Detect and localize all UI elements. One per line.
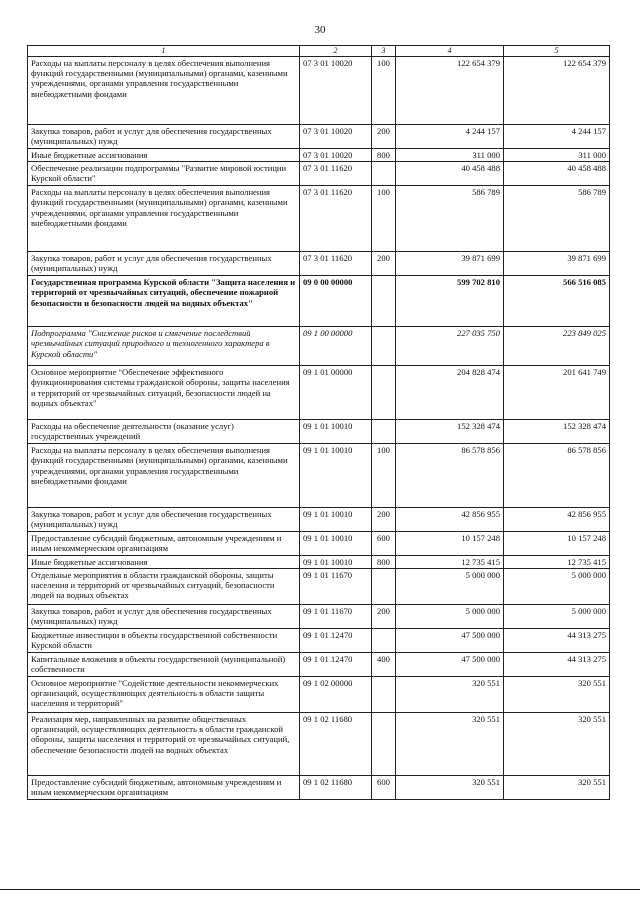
row-amount-1: 5 000 000 bbox=[396, 568, 504, 604]
row-code: 09 1 01 10010 bbox=[300, 555, 372, 568]
row-amount-2: 44 313 275 bbox=[504, 652, 610, 676]
row-expense-type: 200 bbox=[372, 124, 396, 148]
table-row bbox=[28, 56, 610, 124]
row-amount-2: 586 789 bbox=[504, 185, 610, 251]
row-code: 09 1 01 10010 bbox=[300, 443, 372, 507]
row-amount-2: 5 000 000 bbox=[504, 604, 610, 628]
row-amount-1: 227 035 750 bbox=[396, 326, 504, 365]
row-name: Расходы на выплаты персоналу в целях обеспечения выполнения функций государственными (муниципальными) органами, казенными учреждениями, органами управления государственными внебюджетными фондами bbox=[28, 56, 300, 124]
row-name: Отдельные мероприятия в области гражданской обороны, защиты населения и территорий от чрезвычайных ситуаций, безопасности людей на водных объектах bbox=[28, 568, 300, 604]
row-name: Предоставление субсидий бюджетным, автономным учреждениям и иным некоммерческим организациям bbox=[28, 531, 300, 555]
row-amount-2: 44 313 275 bbox=[504, 628, 610, 652]
table-row bbox=[28, 185, 610, 251]
table-row bbox=[28, 652, 610, 676]
row-code: 07 3 01 11620 bbox=[300, 161, 372, 185]
row-amount-1: 152 328 474 bbox=[396, 419, 504, 443]
row-amount-2: 122 654 379 bbox=[504, 56, 610, 124]
table-row bbox=[28, 676, 610, 712]
table-row bbox=[28, 419, 610, 443]
table-row bbox=[28, 148, 610, 161]
row-amount-1: 86 578 856 bbox=[396, 443, 504, 507]
row-expense-type: 200 bbox=[372, 604, 396, 628]
row-amount-1: 122 654 379 bbox=[396, 56, 504, 124]
row-name: Расходы на обеспечение деятельности (оказание услуг) государственных учреждений bbox=[28, 419, 300, 443]
table-row bbox=[28, 507, 610, 531]
row-amount-1: 204 828 474 bbox=[396, 365, 504, 419]
table-row bbox=[28, 326, 610, 365]
row-name: Закупка товаров, работ и услуг для обеспечения государственных (муниципальных) нужд bbox=[28, 507, 300, 531]
row-amount-2: 86 578 856 bbox=[504, 443, 610, 507]
row-amount-2: 320 551 bbox=[504, 775, 610, 799]
row-code: 09 1 01 10010 bbox=[300, 507, 372, 531]
row-amount-1: 10 157 248 bbox=[396, 531, 504, 555]
row-amount-1: 320 551 bbox=[396, 676, 504, 712]
row-name: Реализация мер, направленных на развитие общественных организаций, осуществляющих деятельность в области гражданской обороны, защиты населения и территорий от чрезвычайных ситуаций, обеспечение безопасности людей на водных объектах bbox=[28, 712, 300, 775]
row-expense-type: 200 bbox=[372, 251, 396, 275]
row-amount-1: 47 500 000 bbox=[396, 652, 504, 676]
row-name: Расходы на выплаты персоналу в целях обеспечения выполнения функций государственными (муниципальными) органами, казенными учреждениями, органами управления государственными внебюджетными фондами bbox=[28, 443, 300, 507]
column-header-1: 1 bbox=[28, 46, 300, 57]
row-code: 09 0 00 00000 bbox=[300, 275, 372, 326]
row-expense-type: 100 bbox=[372, 443, 396, 507]
row-amount-1: 42 856 955 bbox=[396, 507, 504, 531]
row-code: 09 1 01 10010 bbox=[300, 419, 372, 443]
table-row bbox=[28, 531, 610, 555]
footer-divider bbox=[0, 889, 640, 890]
table-row bbox=[28, 555, 610, 568]
row-amount-2: 320 551 bbox=[504, 676, 610, 712]
row-amount-2: 152 328 474 bbox=[504, 419, 610, 443]
row-amount-1: 586 789 bbox=[396, 185, 504, 251]
table-row bbox=[28, 443, 610, 507]
row-amount-2: 5 000 000 bbox=[504, 568, 610, 604]
row-amount-2: 320 551 bbox=[504, 712, 610, 775]
table-row bbox=[28, 275, 610, 326]
row-name: Капитальные вложения в объекты государственной (муниципальной) собственности bbox=[28, 652, 300, 676]
row-expense-type bbox=[372, 365, 396, 419]
row-amount-2: 39 871 699 bbox=[504, 251, 610, 275]
row-code: 09 1 01 11670 bbox=[300, 568, 372, 604]
table-row bbox=[28, 604, 610, 628]
row-code: 07 3 01 10020 bbox=[300, 148, 372, 161]
row-code: 09 1 02 00000 bbox=[300, 676, 372, 712]
row-amount-1: 4 244 157 bbox=[396, 124, 504, 148]
row-amount-1: 599 702 810 bbox=[396, 275, 504, 326]
row-name: Бюджетные инвестиции в объекты государственной собственности Курской области bbox=[28, 628, 300, 652]
page-number: 30 bbox=[314, 24, 326, 36]
column-header-2: 2 bbox=[300, 46, 372, 57]
row-name: Основное мероприятие "Содействие деятельности некоммерческих организаций, осуществляющих деятельность в области защиты населения и территорий" bbox=[28, 676, 300, 712]
row-amount-2: 40 458 488 bbox=[504, 161, 610, 185]
row-name: Закупка товаров, работ и услуг для обеспечения государственных (муниципальных) нужд bbox=[28, 604, 300, 628]
row-name: Государственная программа Курской области "Защита населения и территорий от чрезвычайных ситуаций, обеспечение пожарной безопасности и безопасности людей на водных объектах" bbox=[28, 275, 300, 326]
row-code: 09 1 02 11680 bbox=[300, 775, 372, 799]
row-expense-type: 600 bbox=[372, 531, 396, 555]
row-name: Основное мероприятие "Обеспечение эффективного функционирования системы гражданской обороны, защиты населения и территорий от чрезвычайных ситуаций, безопасности людей на водных объектах" bbox=[28, 365, 300, 419]
row-code: 07 3 01 10020 bbox=[300, 56, 372, 124]
row-expense-type: 200 bbox=[372, 507, 396, 531]
row-code: 09 1 01 12470 bbox=[300, 628, 372, 652]
column-header-4: 4 bbox=[396, 46, 504, 57]
row-expense-type: 800 bbox=[372, 555, 396, 568]
row-name: Иные бюджетные ассигнования bbox=[28, 555, 300, 568]
row-name: Подпрограмма "Снижение рисков и смягчение последствий чрезвычайных ситуаций природного и техногенного характера в Курской области" bbox=[28, 326, 300, 365]
row-expense-type bbox=[372, 628, 396, 652]
row-amount-1: 320 551 bbox=[396, 775, 504, 799]
row-amount-2: 4 244 157 bbox=[504, 124, 610, 148]
column-header-5: 5 bbox=[504, 46, 610, 57]
row-expense-type bbox=[372, 676, 396, 712]
row-amount-2: 42 856 955 bbox=[504, 507, 610, 531]
row-amount-1: 40 458 488 bbox=[396, 161, 504, 185]
table-row bbox=[28, 124, 610, 148]
row-amount-2: 10 157 248 bbox=[504, 531, 610, 555]
table-row bbox=[28, 251, 610, 275]
row-expense-type: 100 bbox=[372, 185, 396, 251]
row-expense-type: 100 bbox=[372, 56, 396, 124]
row-amount-2: 311 000 bbox=[504, 148, 610, 161]
row-expense-type bbox=[372, 161, 396, 185]
row-code: 09 1 02 11680 bbox=[300, 712, 372, 775]
row-code: 09 1 01 10010 bbox=[300, 531, 372, 555]
row-amount-1: 39 871 699 bbox=[396, 251, 504, 275]
row-code: 07 3 01 11620 bbox=[300, 185, 372, 251]
row-expense-type: 800 bbox=[372, 148, 396, 161]
row-code: 07 3 01 10020 bbox=[300, 124, 372, 148]
row-expense-type bbox=[372, 326, 396, 365]
table-row bbox=[28, 775, 610, 799]
row-amount-1: 311 000 bbox=[396, 148, 504, 161]
row-name: Иные бюджетные ассигнования bbox=[28, 148, 300, 161]
row-amount-1: 12 735 415 bbox=[396, 555, 504, 568]
row-amount-1: 5 000 000 bbox=[396, 604, 504, 628]
row-code: 09 1 00 00000 bbox=[300, 326, 372, 365]
row-code: 07 3 01 11620 bbox=[300, 251, 372, 275]
row-amount-2: 201 641 749 bbox=[504, 365, 610, 419]
table-row bbox=[28, 365, 610, 419]
row-expense-type bbox=[372, 419, 396, 443]
row-code: 09 1 01 00000 bbox=[300, 365, 372, 419]
row-expense-type bbox=[372, 275, 396, 326]
row-expense-type: 400 bbox=[372, 652, 396, 676]
row-amount-2: 223 849 025 bbox=[504, 326, 610, 365]
budget-table bbox=[27, 45, 610, 800]
row-name: Предоставление субсидий бюджетным, автономным учреждениям и иным некоммерческим организациям bbox=[28, 775, 300, 799]
column-header-3: 3 bbox=[372, 46, 396, 57]
table-row bbox=[28, 712, 610, 775]
row-code: 09 1 01 11670 bbox=[300, 604, 372, 628]
row-amount-2: 566 516 085 bbox=[504, 275, 610, 326]
row-amount-2: 12 735 415 bbox=[504, 555, 610, 568]
table-row bbox=[28, 161, 610, 185]
row-amount-1: 47 500 000 bbox=[396, 628, 504, 652]
row-expense-type bbox=[372, 712, 396, 775]
row-expense-type: 600 bbox=[372, 775, 396, 799]
row-amount-1: 320 551 bbox=[396, 712, 504, 775]
budget-table-body bbox=[28, 46, 610, 800]
row-name: Обеспечение реализации подпрограммы "Развитие мировой юстиции Курской области" bbox=[28, 161, 300, 185]
row-name: Закупка товаров, работ и услуг для обеспечения государственных (муниципальных) нужд bbox=[28, 251, 300, 275]
header-row bbox=[28, 46, 610, 57]
table-row bbox=[28, 628, 610, 652]
table-row bbox=[28, 568, 610, 604]
row-name: Расходы на выплаты персоналу в целях обеспечения выполнения функций государственными (муниципальными) органами, казенными учреждениями, органами управления государственными внебюджетными фондами bbox=[28, 185, 300, 251]
row-code: 09 1 01 12470 bbox=[300, 652, 372, 676]
row-expense-type bbox=[372, 568, 396, 604]
row-name: Закупка товаров, работ и услуг для обеспечения государственных (муниципальных) нужд bbox=[28, 124, 300, 148]
